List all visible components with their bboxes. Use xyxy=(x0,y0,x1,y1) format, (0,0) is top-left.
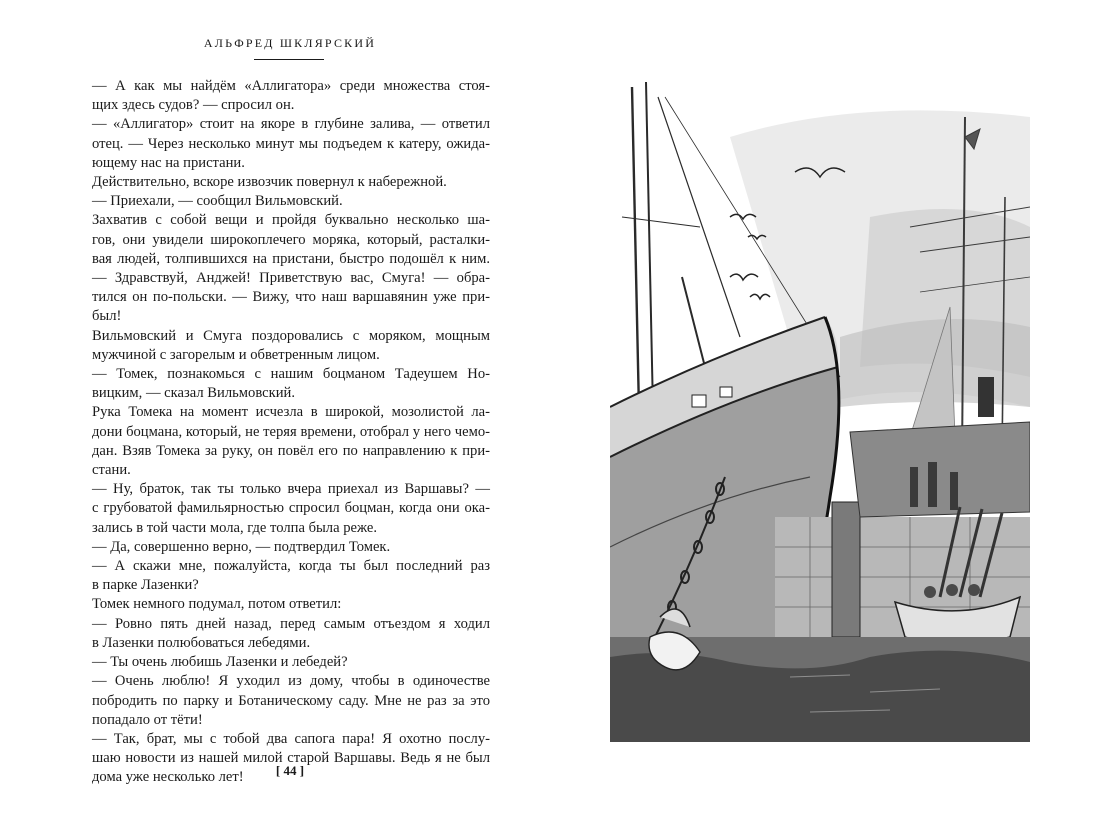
running-head-rule xyxy=(254,59,324,60)
text-line: Захватив с собой вещи и пройдя буквально несколько ша- xyxy=(92,212,490,229)
text-line: — Ровно пять дней назад, перед самым отъездом я ходил xyxy=(92,615,490,632)
body-text xyxy=(92,77,490,788)
text-line: ющему нас на пристани. xyxy=(92,154,245,171)
text-line: побродить по парку и Ботаническому саду. Мне не раз за это xyxy=(92,692,490,709)
pier xyxy=(850,422,1030,517)
page-number: [ 44 ] xyxy=(275,763,305,778)
text-line: Вильмовский и Смуга поздоровались с моряком, мощным xyxy=(92,327,490,344)
harbor-illustration xyxy=(610,77,1030,742)
text-line: стани. xyxy=(92,462,131,479)
text-line: — Очень люблю! Я уходил из дому, чтобы в одиночестве xyxy=(92,673,490,690)
text-line: — Да, совершенно верно, — подтвердил Томек. xyxy=(92,538,391,555)
text-line: был! xyxy=(92,308,122,325)
text-line: отец. — Через несколько минут мы подъедем к катеру, ожида- xyxy=(92,135,490,152)
text-line: щих здесь судов? — спросил он. xyxy=(92,97,295,114)
running-head: АЛЬФРЕД ШКЛЯРСКИЙ xyxy=(203,36,377,50)
text-line: — Томек, познакомься с нашим боцманом Тадеушем Но- xyxy=(92,366,490,383)
text-line: шаю новости из нашей милой старой Варшавы. Ведь я не был xyxy=(92,750,490,767)
text-line: Рука Томека на момент исчезла в широкой, мозолистой ла- xyxy=(92,404,490,421)
text-line: — А как мы найдём «Аллигатора» среди множества стоя- xyxy=(92,78,490,94)
text-line: зались в той части мола, где толпа была реже. xyxy=(92,519,377,536)
text-line: — А скажи мне, пожалуйста, когда ты был последний раз xyxy=(92,558,490,575)
text-line: — Так, брат, мы с тобой два сапога пара! Я охотно послу- xyxy=(92,730,490,747)
text-line: дан. Взяв Томека за руку, он повёл его по направлению к при- xyxy=(92,442,490,459)
text-line: вая людей, толпившихся на пристани, быстро подошёл к ним. xyxy=(92,250,490,267)
text-line: тился он по-польски. — Вижу, что наш варшавянин уже при- xyxy=(92,289,490,306)
text-line: — Приехали, — сообщил Вильмовский. xyxy=(92,193,343,210)
text-line: Действительно, вскоре извозчик повернул к набережной. xyxy=(92,174,447,191)
text-line: дони боцмана, который, не теряя времени, отобрал у него чемо- xyxy=(92,423,490,440)
text-line: гов, они увидели широкоплечего моряка, который, расталки- xyxy=(92,231,490,248)
text-line: дома уже несколько лет! xyxy=(92,769,244,786)
text-line: в Лазенки полюбоваться лебедями. xyxy=(92,634,311,651)
text-line: мужчиной с загорелым и обветренным лицом. xyxy=(92,346,380,363)
text-line: — «Аллигатор» стоит на якоре в глубине залива, — ответил xyxy=(92,116,490,133)
text-line: — Ты очень любишь Лазенки и лебедей? xyxy=(92,654,348,671)
text-line: вицким, — сказал Вильмовский. xyxy=(92,385,295,402)
text-line: с грубоватой фамильярностью спросил боцман, когда они ока- xyxy=(92,500,490,517)
text-line: — Ну, браток, так ты только вчера приехал из Варшавы? — xyxy=(92,481,490,498)
text-line: Томек немного подумал, потом ответил: xyxy=(92,596,342,613)
text-line: — Здравствуй, Анджей! Приветствую вас, Смуга! — обра- xyxy=(92,270,490,287)
text-line: в парке Лазенки? xyxy=(92,577,199,594)
text-line: попадало от тёти! xyxy=(92,711,203,728)
